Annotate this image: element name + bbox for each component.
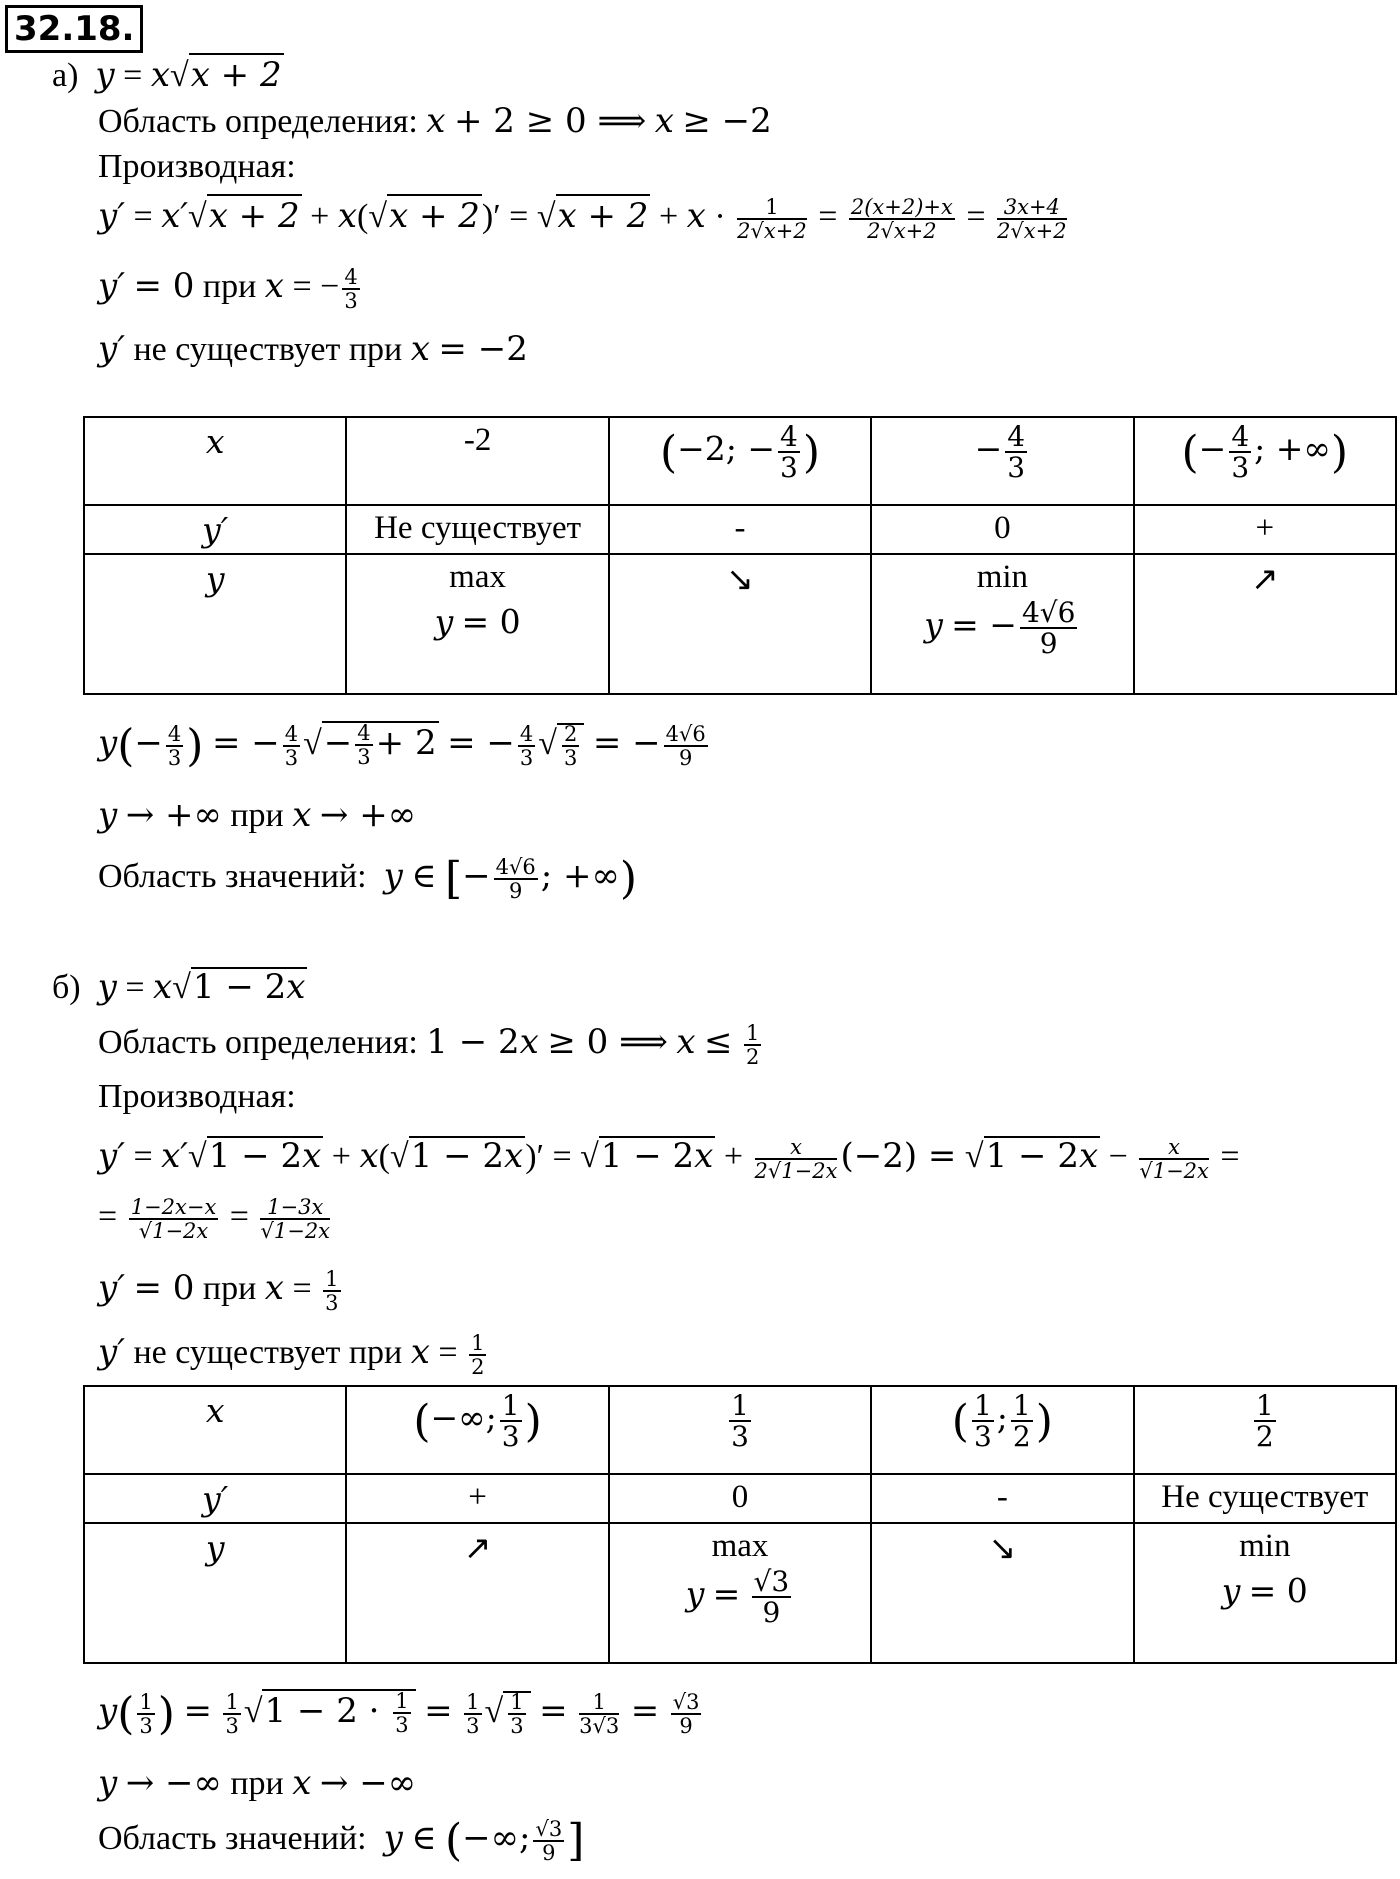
table-dy-cell: - bbox=[871, 1474, 1133, 1523]
part-b-derivative-formula-cont: = $\frac{1-2x-x}{√1-2x}$ = $\frac{1-3x}{√1-2x}$ bbox=[98, 1195, 331, 1244]
not-exist-text: не существует при bbox=[133, 331, 403, 368]
table-y-cell: min y = 0 bbox=[1134, 1523, 1396, 1663]
part-a-derivative-formula: y′ = x′√x + 2 + x(√x + 2)′ = √x + 2 + x · $\frac{1}{2√x+2}$ = $\frac{2(x+2)+x}{2√x+2}$ = $\frac{3x+4}{2√x+2}$ bbox=[98, 195, 1067, 244]
part-a-label: а) bbox=[52, 57, 79, 94]
max-label: max bbox=[449, 559, 506, 595]
part-a-range: Область значений: y ∈ [− $\frac{4√6}{9}$ ; +∞) bbox=[98, 853, 638, 905]
range-label: Область значений: bbox=[98, 857, 367, 895]
part-b-range: Область значений: y ∈ (−∞; $\frac{√3}{9}$ ] bbox=[98, 1815, 585, 1867]
table-dy-label: y′ bbox=[84, 505, 346, 554]
part-b-sign-table bbox=[83, 1385, 1397, 1664]
limit-text: при bbox=[230, 797, 284, 834]
part-b-derivative-zero: y′ = 0 при x = $\frac{1}{3}$ bbox=[98, 1267, 339, 1316]
part-a-derivative-label: Производная: bbox=[98, 148, 296, 185]
table-dy-cell: - bbox=[609, 505, 871, 554]
table-y-label: y bbox=[84, 1523, 346, 1663]
table-y-cell: max y = 0 bbox=[346, 554, 608, 694]
zero-text: при bbox=[202, 1269, 257, 1307]
table-header-x: x bbox=[84, 417, 346, 505]
limit-text: при bbox=[230, 1765, 284, 1802]
table-dy-cell: Не существует bbox=[346, 505, 608, 554]
table-header-cell: -2 bbox=[346, 417, 608, 505]
part-b-max-value-calc: y( $\frac{1}{3}$ ) = $\frac{1}{3}$ √1 − 2 · $\frac{1}{3}$ = $\frac{1}{3}$ √ $\frac{1}{3}$ = $\frac{1}{3√3}$ = $\frac{√3}{9}$ bbox=[98, 1688, 700, 1740]
part-a-sign-table bbox=[83, 416, 1397, 695]
problem-number: 32.18. bbox=[5, 5, 143, 53]
table-y-label: y bbox=[84, 554, 346, 694]
part-b-limit: y → −∞ при x → −∞ bbox=[98, 1763, 417, 1803]
table-dy-label: y′ bbox=[84, 1474, 346, 1523]
part-b-derivative-formula: y′ = x′√1 − 2x + x(√1 − 2x)′ = √1 − 2x + $\frac{x}{2√1-2x}$ (−2) = √1 − 2x − $\frac{x}{√1-2x}$ = bbox=[98, 1135, 1240, 1184]
part-a-derivative-undefined: y′ не существует при x = −2 bbox=[98, 329, 528, 369]
part-b-derivative-undefined: y′ не существует при x = $\frac{1}{2}$ bbox=[98, 1331, 485, 1380]
part-b-derivative-label: Производная: bbox=[98, 1078, 296, 1115]
table-header-cell: $\frac{1}{3}$ bbox=[609, 1386, 871, 1474]
range-label: Область значений: bbox=[98, 1819, 367, 1857]
part-a-derivative-zero: y′ = 0 при x = − $\frac{4}{3}$ bbox=[98, 265, 358, 314]
domain-label: Область определения: bbox=[98, 1023, 418, 1061]
not-exist-text: не существует при bbox=[133, 1333, 403, 1371]
table-header-x: x bbox=[84, 1386, 346, 1474]
part-a-function: а) y = x√x + 2 bbox=[52, 55, 282, 95]
table-dy-cell: + bbox=[1134, 505, 1396, 554]
part-a-limit: y → +∞ при x → +∞ bbox=[98, 795, 417, 835]
table-y-cell: min y = − $\frac{4√6}{9}$ bbox=[871, 554, 1133, 694]
min-label: min bbox=[1239, 1528, 1291, 1564]
table-header-cell: (− $\frac{4}{3}$ ; +∞) bbox=[1134, 417, 1396, 505]
part-b-label: б) bbox=[52, 969, 81, 1006]
min-label: min bbox=[976, 559, 1029, 595]
table-header-cell: (−2; − $\frac{4}{3}$ ) bbox=[609, 417, 871, 505]
table-header-cell: $\frac{1}{2}$ bbox=[1134, 1386, 1396, 1474]
table-dy-cell: 0 bbox=[871, 505, 1133, 554]
table-dy-cell: 0 bbox=[609, 1474, 871, 1523]
table-header-cell: ( $\frac{1}{3}$ ; $\frac{1}{2}$ ) bbox=[871, 1386, 1133, 1474]
table-header-cell: − $\frac{4}{3}$ bbox=[871, 417, 1133, 505]
table-y-cell: max y = $\frac{√3}{9}$ bbox=[609, 1523, 871, 1663]
part-a-domain: Область определения: x + 2 ≥ 0 ⟹ x ≥ −2 bbox=[98, 101, 772, 141]
table-y-cell: ↘ bbox=[609, 554, 871, 694]
max-label: max bbox=[711, 1528, 769, 1564]
table-y-cell: ↗ bbox=[1134, 554, 1396, 694]
table-header-cell: (−∞; $\frac{1}{3}$ ) bbox=[346, 1386, 608, 1474]
table-y-cell: ↗ bbox=[346, 1523, 608, 1663]
part-a-min-value-calc: y(− $\frac{4}{3}$ ) = − $\frac{4}{3}$ √− $\frac{4}{3}$ + 2 = − $\frac{4}{3}$ √ $\frac{2}{3}$ = − $\frac{4√6}{9}$ bbox=[98, 720, 706, 772]
part-b-function: б) y = x√1 − 2x bbox=[52, 967, 306, 1007]
table-dy-cell: Не существует bbox=[1134, 1474, 1396, 1523]
table-y-cell: ↘ bbox=[871, 1523, 1133, 1663]
table-dy-cell: + bbox=[346, 1474, 608, 1523]
part-b-domain: Область определения: 1 − 2x ≥ 0 ⟹ x ≤ $\frac{1}{2}$ bbox=[98, 1021, 760, 1070]
domain-label: Область определения: bbox=[98, 103, 418, 140]
zero-text: при bbox=[202, 267, 257, 305]
